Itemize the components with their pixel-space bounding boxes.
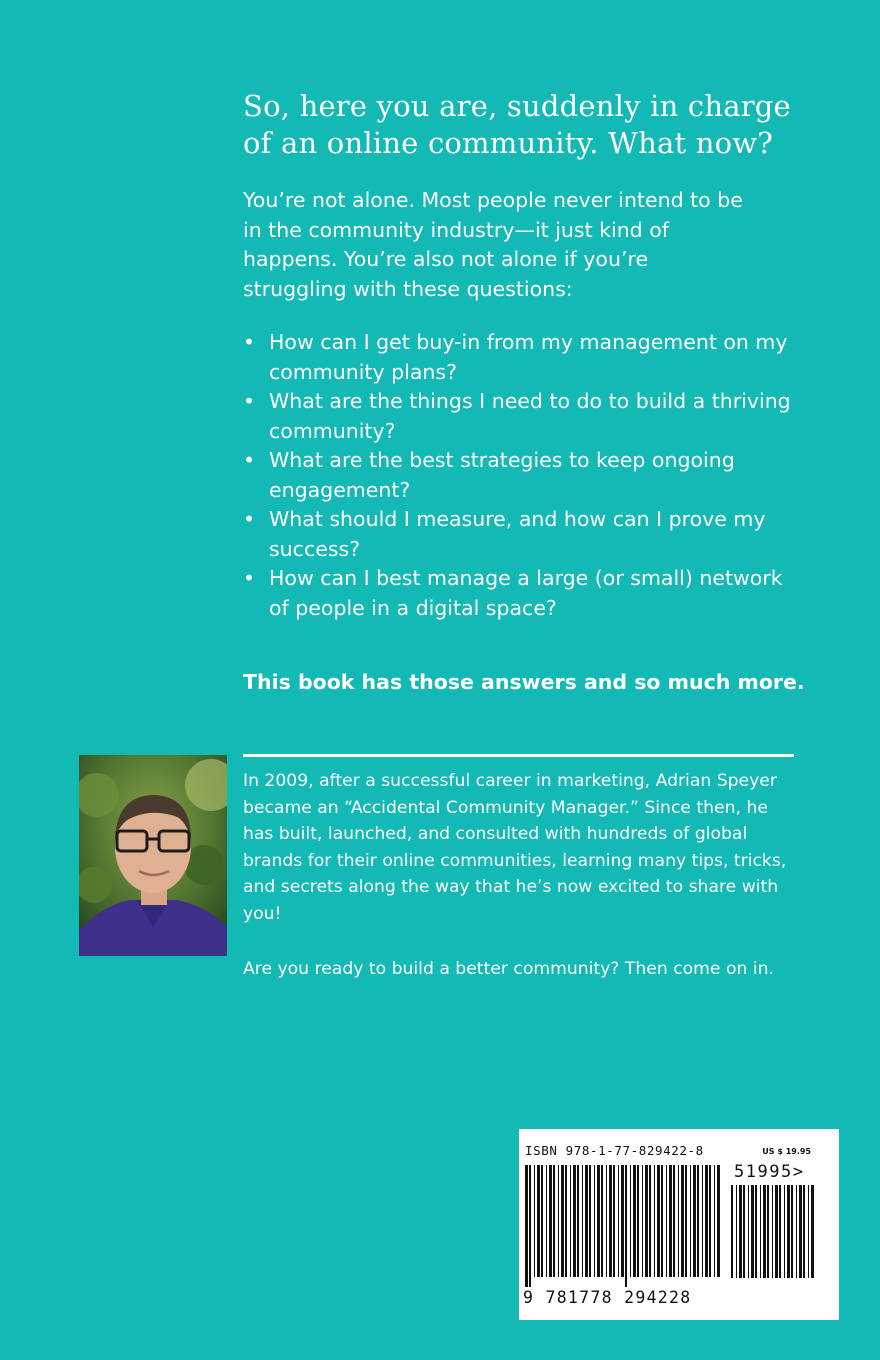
bullet-icon: • — [243, 389, 256, 413]
price-label: US $ 19.95 — [762, 1147, 811, 1156]
addon-barcode-bars — [731, 1185, 816, 1288]
author-bio: In 2009, after a successful career in marketing, Adrian Speyer became an “Accidental Community Manager.” Since then, he has built, launched, and consulted with hundreds of global brands for their online communities, learning many tips, tricks, and secrets along the way that he’s now excited to share with you! — [243, 771, 787, 924]
barcode-bars — [525, 1165, 723, 1287]
back-cover-text — [243, 88, 803, 623]
question-text: What are the best strategies to keep ongoing engagement? — [269, 448, 735, 502]
question-text: What should I measure, and how can I prove my success? — [269, 507, 766, 561]
bullet-icon: • — [243, 507, 256, 531]
list-item — [243, 505, 803, 564]
price-code — [734, 1162, 804, 1182]
list-item — [243, 564, 803, 623]
closing-statement: This book has those answers and so much more. — [243, 670, 805, 694]
list-item — [243, 387, 803, 446]
section-divider — [243, 754, 794, 757]
author-photo — [79, 755, 227, 956]
price-code-digits: 51995 — [734, 1162, 793, 1182]
bullet-icon: • — [243, 566, 256, 590]
author-portrait-icon — [79, 755, 227, 956]
headline: So, here you are, suddenly in charge of an online community. What now? — [243, 89, 791, 160]
isbn-label: ISBN 978-1-77-829422-8 — [525, 1143, 704, 1158]
question-text: How can I best manage a large (or small) network of people in a digital space? — [269, 566, 783, 620]
isbn-barcode — [519, 1129, 839, 1320]
question-list — [243, 328, 803, 623]
isbn-digits: 9 781778 294228 — [523, 1288, 692, 1307]
list-item — [243, 328, 803, 387]
bullet-icon: • — [243, 448, 256, 472]
price-arrow-icon: > — [792, 1162, 805, 1182]
call-to-action: Are you ready to build a better community? Then come on in. — [243, 959, 774, 979]
question-text: How can I get buy-in from my management on my community plans? — [269, 330, 788, 384]
question-text: What are the things I need to do to build a thriving community? — [269, 389, 791, 443]
intro-paragraph: You’re not alone. Most people never intend to be in the community industry—it just kind of happens. You’re also not alone if you’re struggling with these questions: — [243, 188, 743, 301]
list-item — [243, 446, 803, 505]
bullet-icon: • — [243, 330, 256, 354]
